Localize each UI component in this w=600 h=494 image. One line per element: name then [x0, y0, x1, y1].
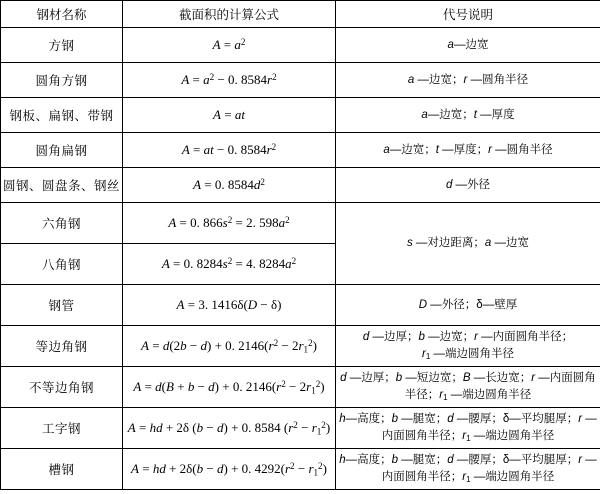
table-row	[1, 168, 600, 203]
legend-cell: s —对边距离；a —边宽	[336, 203, 600, 285]
steel-name-cell: 六角钢	[1, 203, 123, 244]
table-body	[1, 28, 600, 490]
steel-name-cell: 不等边角钢	[1, 367, 123, 408]
steel-name-cell: 方钢	[1, 28, 123, 63]
table-row	[1, 98, 600, 133]
table-row	[1, 449, 600, 490]
formula-cell: $A = a^2$	[123, 28, 336, 63]
column-header-formula: 截面积的计算公式	[123, 1, 336, 28]
steel-name-cell: 圆角扁钢	[1, 133, 123, 168]
table-row	[1, 367, 600, 408]
formula-cell: A = d(B + b − d) + 0. $2146(r^2 - 2r_1^2)$	[123, 367, 336, 408]
table-header-row	[1, 1, 600, 28]
table-row	[1, 133, 600, 168]
legend-cell: d —边厚；b —边宽；r —内面圆角半径； $r_1$ —端边圆角半径	[336, 326, 600, 367]
table-row	[1, 326, 600, 367]
steel-name-cell: 工字钢	[1, 408, 123, 449]
formula-cell: A = 0. $8284s^2 = 4$. $8284a^2$	[123, 244, 336, 285]
formula-cell: A = hd + 2δ (b − d) + 0. 8584 $(r^2 - r_1^2)$	[123, 408, 336, 449]
legend-cell: d —外径	[336, 168, 600, 203]
steel-name-cell: 等边角钢	[1, 326, 123, 367]
formula-cell: A = 0. $866s^2 = 2$. $598a^2$	[123, 203, 336, 244]
legend-cell: D —外径；δ—壁厚	[336, 285, 600, 326]
formula-cell: A = 0. $8584d^2$	[123, 168, 336, 203]
steel-name-cell: 钢板、扁钢、带钢	[1, 98, 123, 133]
legend-cell: h—高度；b —腿宽；d —腰厚；δ—平均腿厚；r —内面圆角半径；$r_1$ —端边圆角半径	[336, 408, 600, 449]
formula-cell: $A = a^2 - 0$. $8584r^2$	[123, 63, 336, 98]
table-row	[1, 28, 600, 63]
formula-cell: A = at	[123, 98, 336, 133]
formula-cell: A = hd + 2δ(b − d) + 0. $4292(r^2 - r_1^2)$	[123, 449, 336, 490]
formula-cell: A = d(2b − d) + 0. $2146(r^2 - 2r_1^2)$	[123, 326, 336, 367]
column-header-legend: 代号说明	[336, 1, 600, 28]
steel-name-cell: 槽钢	[1, 449, 123, 490]
steel-name-cell: 钢管	[1, 285, 123, 326]
column-header-name: 钢材名称	[1, 1, 123, 28]
legend-cell: a —边宽；r —圆角半径	[336, 63, 600, 98]
steel-name-cell: 八角钢	[1, 244, 123, 285]
steel-name-cell: 圆钢、圆盘条、钢丝	[1, 168, 123, 203]
table-row	[1, 285, 600, 326]
formula-cell: A = at − 0. $8584r^2$	[123, 133, 336, 168]
table-row	[1, 203, 600, 244]
legend-cell: a—边宽；t —厚度	[336, 98, 600, 133]
table-row	[1, 63, 600, 98]
legend-cell: h—高度；b —腿宽；d —腰厚；δ—平均腿厚；r —内面圆角半径；$r_1$ —端边圆角半径	[336, 449, 600, 490]
formula-cell: A = 3. 1416δ(D − δ)	[123, 285, 336, 326]
steel-name-cell: 圆角方钢	[1, 63, 123, 98]
table-row	[1, 408, 600, 449]
legend-cell: a—边宽	[336, 28, 600, 63]
table-header	[1, 1, 600, 28]
legend-cell: a—边宽；t —厚度；r —圆角半径	[336, 133, 600, 168]
legend-cell: d —边厚；b —短边宽；B —长边宽；r —内面圆角半径；$r_1$ —端边圆角半径	[336, 367, 600, 408]
